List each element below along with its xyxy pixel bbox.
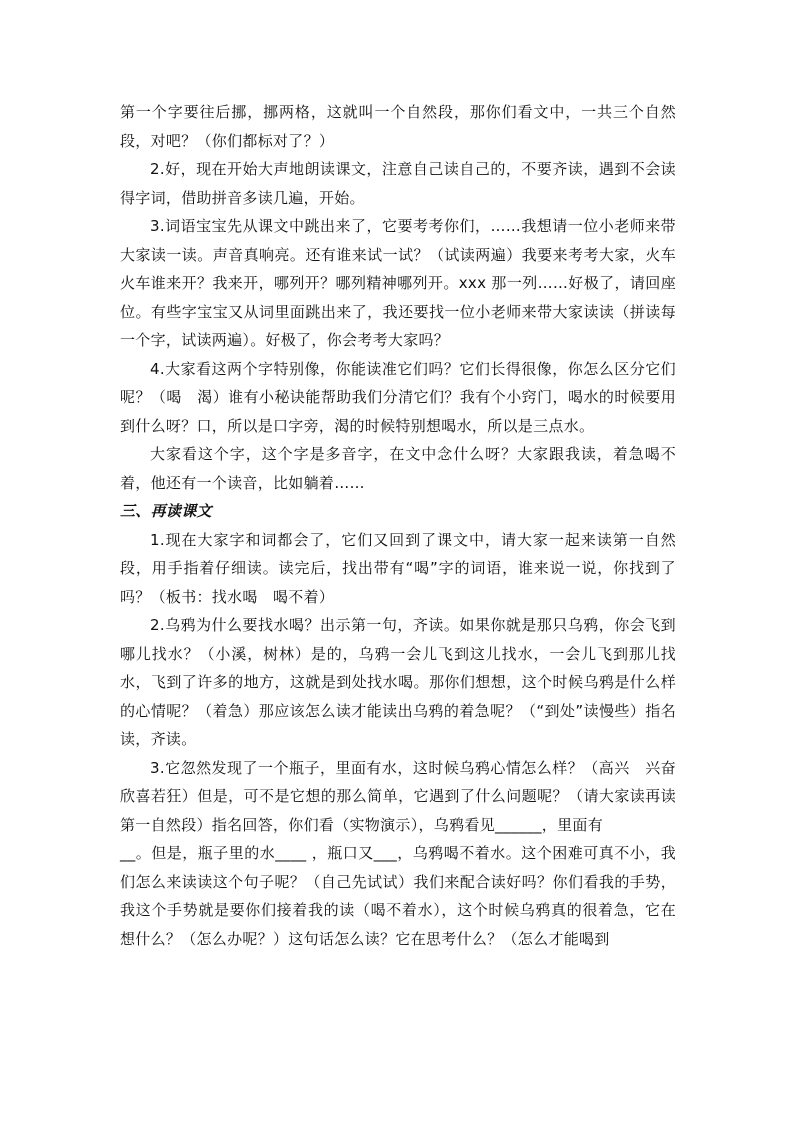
paragraph-polyphone: 大家看这个字，这个字是多音字，在文中念什么呀？大家跟我读，着急喝不着，他还有一个读音，比如躺着……	[120, 445, 676, 492]
paragraph-reread-2: 2.乌鸦为什么要找水喝？出示第一句，齐读。如果你就是那只乌鸦，你会飞到哪儿找水？（小溪，树林）是的，乌鸦一会儿飞到这儿找水，一会儿飞到那儿找水，飞到了许多的地方，这就是到处找水喝。那你们想想，这个时候乌鸦是什么样的心情呢？（着急）那应该怎么读才能读出乌鸦的着急呢？（“到处”读慢些）指名读，齐读。	[120, 616, 676, 748]
paragraph-reread-1: 1.现在大家字和词都会了，它们又回到了课文中，请大家一起来读第一自然段，用手指着仔细读。读完后，找出带有“喝”字的词语，谁来说一说，你找到了吗？（板书：找水喝 喝不着）	[120, 530, 676, 606]
paragraph-step-2: 2.好，现在开始大声地朗读课文，注意自己读自己的，不要齐读，遇到不会读得字词，借助拼音多读几遍，开始。	[120, 160, 676, 207]
paragraph-step-3: 3.词语宝宝先从课文中跳出来了，它要考考你们，……我想请一位小老师来带大家读一读。声音真响亮。还有谁来试一试？（试读两遍）我要来考考大家，火车火车谁来开？我来开，哪列开？哪列精神哪列开。xxx 那一列……好极了，请回座位。有些字宝宝又从词里面跳出来了，我还要找一位小老师来带大家读读（拼读每一个字，试读两遍）。好极了，你会考考大家吗？	[120, 217, 676, 349]
document-body	[120, 98, 692, 953]
section-heading: 三、再读课文	[120, 502, 212, 520]
paragraph-continued: 第一个字要往后挪，挪两格，这就叫一个自然段，那你们看文中，一共三个自然段，对吧？（你们都标对了？）	[120, 103, 676, 150]
paragraph-reread-3: 3.它忽然发现了一个瓶子，里面有水，这时候乌鸦心情怎么样？（高兴 兴奋 欣喜若狂）但是，可不是它想的那么简单，它遇到了什么问题呢？（请大家读再读第一自然段）指名回答，你们看（实物演示），乌鸦看见______，里面有	[120, 758, 692, 834]
paragraph-step-4: 4.大家看这两个字特别像，你能读准它们吗？它们长得很像，你怎么区分它们呢？（喝 渴）谁有小秘诀能帮助我们分清它们？我有个小窍门，喝水的时候要用到什么呀？口，所以是口字旁，渴的时候特别想喝水，所以是三点水。	[120, 359, 676, 435]
paragraph-reread-3-continued: __。但是，瓶子里的水____ ，瓶口又___，乌鸦喝不着水。这个困难可真不小，我们怎么来读读这个句子呢？（自己先试试）我们来配合读好吗？你们看我的手势，我这个手势就是要你们接着我的读（喝不着水），这个时候乌鸦真的很着急，它在想什么？（怎么办呢？）这句话怎么读？它在思考什么？（怎么才能喝到	[120, 844, 676, 948]
